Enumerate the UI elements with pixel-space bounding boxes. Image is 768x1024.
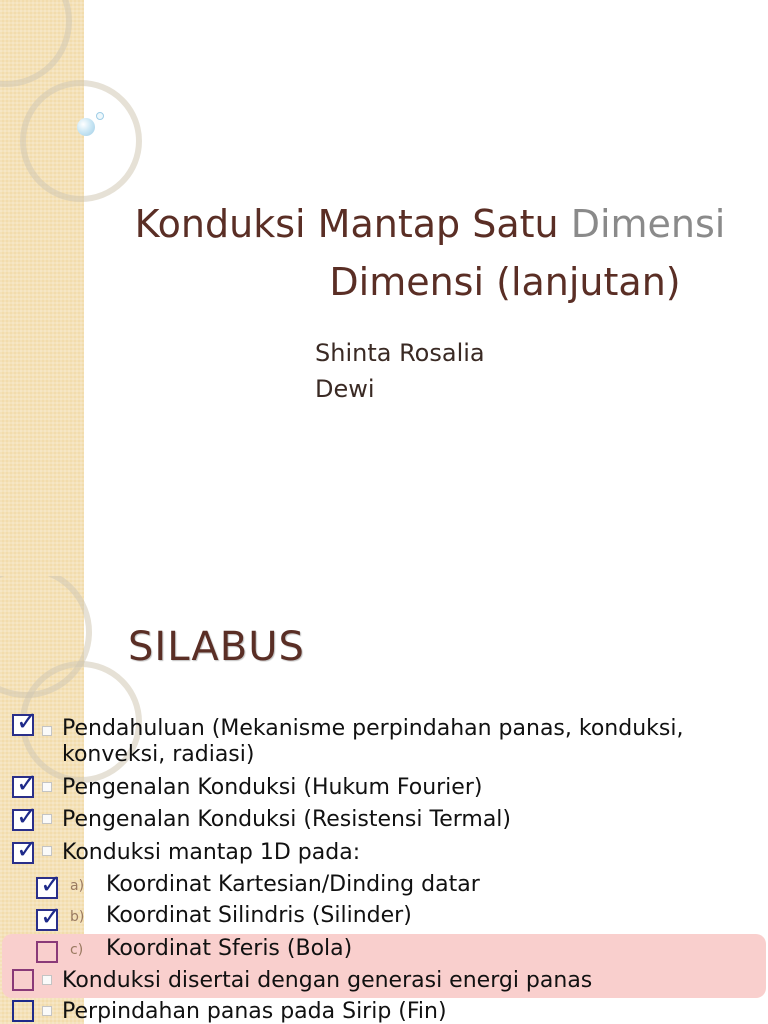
bullet-icon bbox=[42, 726, 52, 736]
author-name bbox=[315, 335, 485, 407]
silabus-item: Konduksi mantap 1D pada: bbox=[62, 840, 361, 865]
author-line2: Dewi bbox=[315, 375, 375, 403]
bullet-icon bbox=[42, 782, 52, 792]
title-line2-end: (lanjutan) bbox=[496, 260, 681, 304]
decorative-side-strip bbox=[0, 512, 84, 576]
silabus-item-line1: Pendahuluan (Mekanisme perpindahan panas, konduksi, bbox=[62, 716, 684, 741]
checkbox-checked-icon bbox=[12, 776, 34, 798]
silabus-sub-item: Koordinat Sferis (Bola) bbox=[106, 936, 353, 961]
decorative-ring bbox=[20, 80, 142, 202]
title-line1: Konduksi Mantap Satu bbox=[134, 202, 559, 246]
silabus-item: Konduksi disertai dengan generasi energi panas bbox=[62, 968, 593, 993]
checkbox-checked-icon bbox=[36, 909, 58, 931]
sub-item-letter: c) bbox=[70, 942, 84, 958]
silabus-item-line2: konveksi, radiasi) bbox=[62, 742, 255, 767]
silabus-sub-item: Koordinat Kartesian/Dinding datar bbox=[106, 872, 480, 897]
bullet-icon bbox=[42, 975, 52, 985]
slide-title bbox=[120, 195, 740, 311]
checkbox-checked-icon bbox=[12, 714, 34, 736]
bullet-icon bbox=[42, 814, 52, 824]
sub-item-letter: b) bbox=[70, 909, 85, 925]
slide-gap bbox=[84, 512, 768, 576]
checkbox-checked-icon bbox=[12, 842, 34, 864]
bullet-icon bbox=[42, 846, 52, 856]
silabus-heading: SILABUS bbox=[128, 624, 305, 670]
title-line2: Dimensi bbox=[329, 260, 485, 304]
title-line1-ghost: Dimensi bbox=[570, 202, 726, 246]
checkbox-empty-icon bbox=[12, 1000, 34, 1022]
silabus-item: Perpindahan panas pada Sirip (Fin) bbox=[62, 999, 447, 1024]
checkbox-empty-icon bbox=[12, 969, 34, 991]
silabus-sub-item: Koordinat Silindris (Silinder) bbox=[106, 903, 412, 928]
silabus-item bbox=[62, 716, 683, 768]
silabus-item: Pengenalan Konduksi (Resistensi Termal) bbox=[62, 807, 511, 832]
checkbox-checked-icon bbox=[36, 877, 58, 899]
checkbox-checked-icon bbox=[12, 809, 34, 831]
silabus-item: Pengenalan Konduksi (Hukum Fourier) bbox=[62, 775, 483, 800]
silabus-slide bbox=[0, 576, 768, 1024]
decorative-bubble bbox=[96, 112, 104, 120]
checkbox-empty-icon bbox=[36, 941, 58, 963]
sub-item-letter: a) bbox=[70, 878, 85, 894]
bullet-icon bbox=[42, 1006, 52, 1016]
author-line1: Shinta Rosalia bbox=[315, 339, 485, 367]
decorative-bubble bbox=[77, 118, 95, 136]
